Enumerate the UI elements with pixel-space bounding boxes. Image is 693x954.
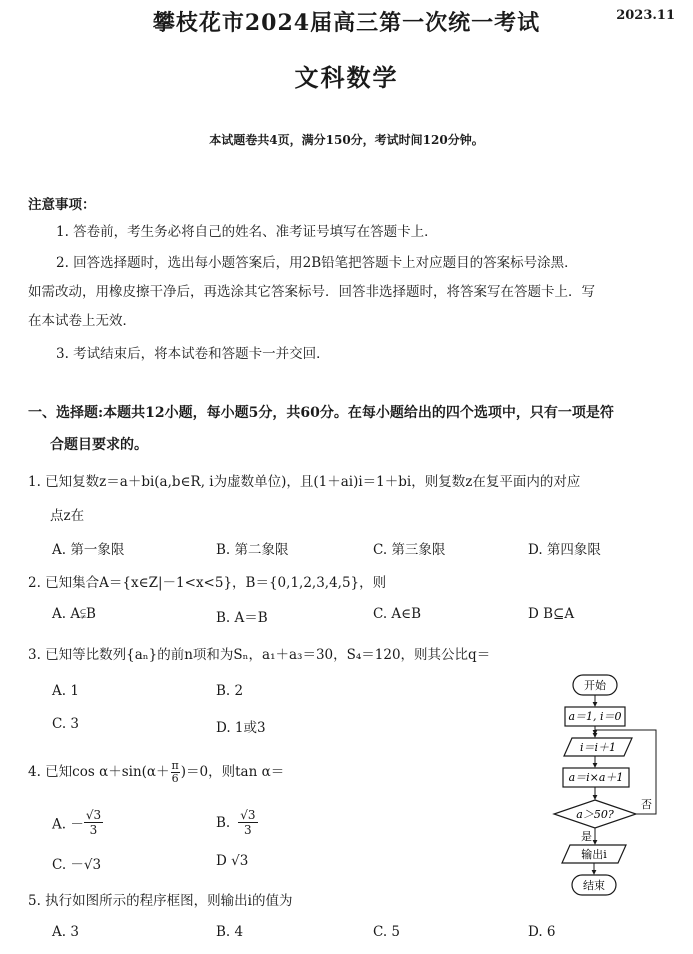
question-3-stem: 3. 已知等比数列{aₙ}的前n项和为Sₙ，a₁＋a₃＝30，S₄＝120，则其公比q＝ xyxy=(28,647,491,663)
flowchart-start-label: 开始 xyxy=(584,679,606,692)
section-1-heading-line-2: 合题目要求的。 xyxy=(50,437,148,453)
question-5-stem: 5. 执行如图所示的程序框图，则输出i的值为 xyxy=(28,893,293,909)
question-1-stem-line-1: 1. 已知复数z＝a＋bi(a,b∈R, i为虚数单位)，且(1＋ai)i＝1＋bi，则复数z在复平面内的对应 xyxy=(28,474,581,490)
question-4-option-a-label: A. － xyxy=(52,816,84,833)
flowchart-yes-label: 是 xyxy=(581,830,592,843)
notice-heading: 注意事项： xyxy=(28,197,96,213)
question-4-option-b-label: B. xyxy=(216,814,231,831)
question-2-option-d: D B⊆A xyxy=(528,606,575,622)
question-4-pi: π xyxy=(171,759,179,772)
question-3-option-b: B. 2 xyxy=(216,683,244,699)
question-4-six: 6 xyxy=(171,772,179,785)
question-4-option-c: C. －√3 xyxy=(52,857,102,873)
question-1-option-d: D. 第四象限 xyxy=(528,542,601,558)
question-3-option-d: D. 1或3 xyxy=(216,720,266,736)
question-4-option-b-numerator: √3 xyxy=(240,808,256,822)
question-4-stem xyxy=(28,760,284,785)
notice-item-3: 3. 考试结束后，将本试卷和答题卡一并交回． xyxy=(56,346,330,362)
question-4-stem-part-b: )＝0，则tan α＝ xyxy=(180,764,285,780)
question-2-option-c: C. A∈B xyxy=(373,606,422,622)
flowchart-no-label: 否 xyxy=(641,798,652,811)
question-5-option-d: D. 6 xyxy=(528,924,556,940)
question-2-stem: 2. 已知集合A＝{x∈Z|－1<x<5}，B＝{0,1,2,3,4,5}，则 xyxy=(28,575,387,591)
notice-item-2-line-3: 在本试卷上无效． xyxy=(28,313,136,329)
exam-subject: 文科数学 xyxy=(294,63,399,92)
question-4-fraction xyxy=(171,760,180,785)
section-1-heading-line-1: 一、选择题:本题共12小题，每小题5分，共60分。在每小题给出的四个选项中，只有一项是符 xyxy=(28,405,614,421)
flowchart-increment-label: i＝i＋1 xyxy=(579,741,617,754)
flowchart-end-label: 结束 xyxy=(583,879,605,892)
notice-item-1: 1. 答卷前，考生务必将自己的姓名、准考证号填写在答题卡上． xyxy=(56,224,438,240)
flowchart-init-label: a＝1, i＝0 xyxy=(568,710,622,723)
question-1-option-c: C. 第三象限 xyxy=(373,542,446,558)
flowchart-output-label: 输出i xyxy=(581,848,607,861)
flowchart-update-label: a＝i×a＋1 xyxy=(568,771,624,784)
exam-title: 攀枝花市2024届高三第一次统一考试 xyxy=(152,10,541,36)
notice-item-2-line-2: 如需改动，用橡皮擦干净后，再选涂其它答案标号．回答非选择题时，将答案写在答题卡上．写 xyxy=(28,284,595,300)
question-1-stem-line-2: 点z在 xyxy=(50,508,85,524)
question-3-option-c: C. 3 xyxy=(52,716,80,732)
question-4-option-a xyxy=(52,808,103,837)
question-2-option-a: A. A⫋B xyxy=(52,606,96,622)
question-4-option-a-denominator: 3 xyxy=(89,823,98,837)
question-2-option-b: B. A＝B xyxy=(216,610,268,626)
question-4-option-b xyxy=(216,808,258,837)
flowchart-condition-label: a＞50? xyxy=(576,808,614,821)
question-1-option-a: A. 第一象限 xyxy=(52,542,125,558)
program-flowchart xyxy=(548,672,668,902)
exam-info: 本试题卷共4页，满分150分，考试时间120分钟。 xyxy=(209,133,484,147)
exam-date: 2023.11 xyxy=(616,8,675,23)
question-4-option-d: D √3 xyxy=(216,853,249,869)
question-4-option-a-numerator: √3 xyxy=(85,808,102,822)
question-1-option-b: B. 第二象限 xyxy=(216,542,289,558)
question-4-option-b-denominator: 3 xyxy=(244,823,252,837)
notice-item-2-line-1: 2. 回答选择题时，选出每小题答案后，用2B铅笔把答题卡上对应题目的答案标号涂黑． xyxy=(56,255,578,271)
question-4-option-b-fraction xyxy=(238,808,257,837)
question-5-option-c: C. 5 xyxy=(373,924,401,940)
question-5-option-b: B. 4 xyxy=(216,924,244,940)
question-4-option-a-fraction xyxy=(84,808,103,837)
question-5-option-a: A. 3 xyxy=(52,924,79,940)
question-3-option-a: A. 1 xyxy=(52,683,79,699)
question-4-stem-part-a: 4. 已知cos α＋sin(α＋ xyxy=(28,764,170,780)
